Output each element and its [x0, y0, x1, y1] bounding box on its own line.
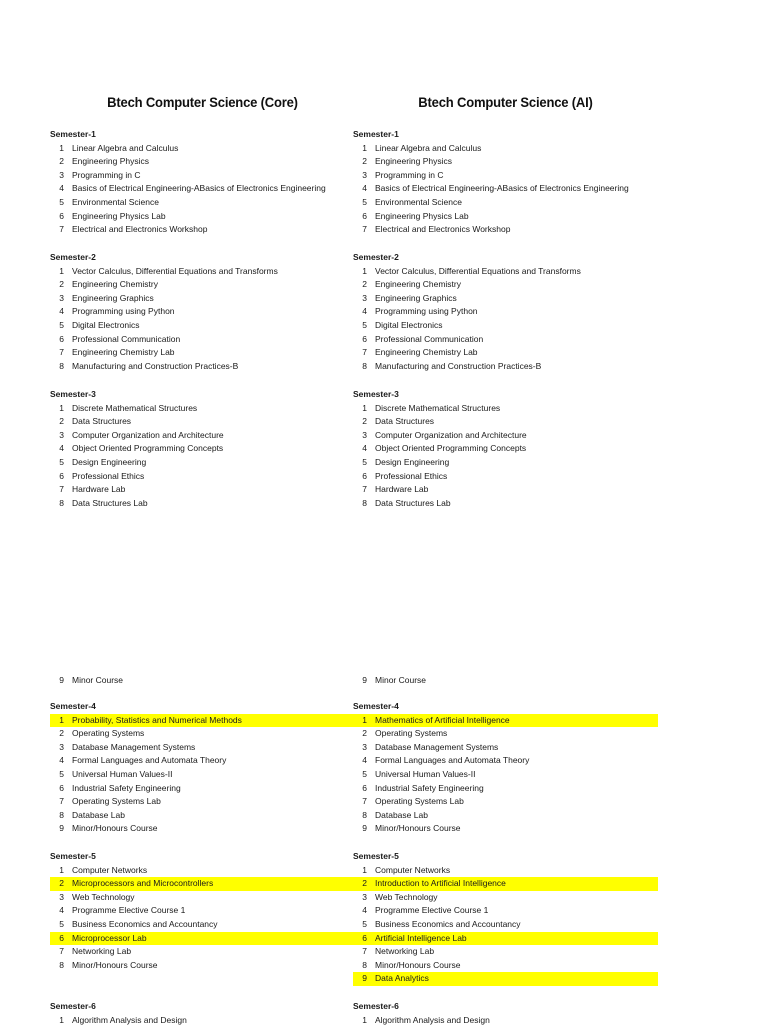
course-name: Engineering Graphics — [375, 292, 457, 303]
course-name: Hardware Lab — [375, 484, 429, 495]
course-name: Algorithm Analysis and Design — [375, 1014, 490, 1025]
course-row — [50, 346, 355, 360]
semester-block — [50, 388, 355, 510]
course-row — [353, 402, 658, 416]
course-number: 9 — [362, 973, 367, 984]
course-number: 3 — [362, 891, 367, 902]
course-number: 2 — [59, 878, 64, 889]
course-name: Professional Ethics — [375, 470, 448, 481]
course-name: Database Lab — [375, 809, 428, 820]
semester-title: Semester-5 — [353, 851, 399, 861]
course-number: 8 — [59, 959, 64, 970]
course-row-highlighted — [353, 714, 658, 728]
course-number: 6 — [362, 333, 367, 344]
ai-column-title: Btech Computer Science (AI) — [418, 94, 593, 110]
course-row — [353, 442, 658, 456]
course-row — [50, 959, 355, 973]
course-name: Linear Algebra and Calculus — [375, 142, 482, 153]
course-number: 8 — [362, 497, 367, 508]
course-number: 2 — [362, 728, 367, 739]
semester-title: Semester-3 — [50, 389, 96, 399]
course-name: Minor Course — [72, 675, 124, 685]
course-number: 9 — [59, 823, 64, 834]
course-row — [353, 265, 658, 279]
course-name: Engineering Chemistry Lab — [72, 347, 175, 358]
course-number: 3 — [362, 429, 367, 440]
course-row — [353, 864, 658, 878]
course-name: Universal Human Values-II — [375, 768, 476, 779]
course-name: Engineering Physics Lab — [72, 210, 166, 221]
course-number: 1 — [59, 864, 64, 875]
course-number: 6 — [59, 470, 64, 481]
course-name: Computer Organization and Architecture — [72, 429, 224, 440]
course-row — [50, 945, 355, 959]
course-number: 6 — [59, 932, 64, 943]
course-name: Programming in C — [72, 169, 141, 180]
course-number: 7 — [362, 224, 367, 235]
course-number: 1 — [362, 142, 367, 153]
course-row — [50, 142, 355, 156]
course-row — [353, 727, 658, 741]
course-number: 1 — [59, 1014, 64, 1025]
course-name: Linear Algebra and Calculus — [72, 142, 179, 153]
course-row — [353, 292, 658, 306]
course-row — [353, 415, 658, 429]
semester-block — [353, 388, 658, 510]
course-number: 6 — [362, 470, 367, 481]
course-row — [50, 333, 355, 347]
course-row — [353, 822, 658, 836]
course-name: Data Analytics — [375, 973, 429, 984]
course-number: 2 — [59, 416, 64, 427]
course-name: Vector Calculus, Differential Equations and Transforms — [375, 265, 581, 276]
course-row — [50, 497, 355, 511]
course-row — [353, 223, 658, 237]
course-name: Manufacturing and Construction Practices-B — [72, 360, 239, 371]
course-name: Database Lab — [72, 809, 125, 820]
course-number: 5 — [362, 319, 367, 330]
course-name: Minor/Honours Course — [375, 959, 461, 970]
course-name: Design Engineering — [72, 456, 147, 467]
course-number: 1 — [59, 265, 64, 276]
semester-block — [353, 251, 658, 373]
course-name: Formal Languages and Automata Theory — [375, 755, 530, 766]
continued-course-block — [50, 674, 355, 688]
course-number: 5 — [59, 196, 64, 207]
course-name: Discrete Mathematical Structures — [375, 402, 501, 413]
course-row — [50, 754, 355, 768]
course-row — [353, 155, 658, 169]
course-number: 7 — [362, 796, 367, 807]
course-number: 4 — [362, 905, 367, 916]
course-row — [50, 483, 355, 497]
semester-title: Semester-2 — [50, 252, 96, 262]
course-row — [353, 182, 658, 196]
course-number: 3 — [59, 891, 64, 902]
course-row — [50, 305, 355, 319]
course-row — [353, 768, 658, 782]
course-name: Basics of Electrical Engineering-ABasics of Electronics Engineering — [72, 183, 326, 194]
course-number: 7 — [362, 347, 367, 358]
course-row — [50, 782, 355, 796]
semester-block — [50, 251, 355, 373]
course-row — [353, 319, 658, 333]
course-row — [50, 265, 355, 279]
course-row-highlighted — [353, 877, 658, 891]
course-name: Programming using Python — [72, 306, 175, 317]
course-name: Database Management Systems — [72, 741, 196, 752]
course-row — [50, 319, 355, 333]
course-name: Engineering Chemistry Lab — [375, 347, 478, 358]
course-row — [50, 223, 355, 237]
course-name: Discrete Mathematical Structures — [72, 402, 198, 413]
course-number: 4 — [59, 443, 64, 454]
semester-block — [50, 128, 355, 237]
course-number: 6 — [362, 210, 367, 221]
course-number: 6 — [362, 782, 367, 793]
course-name: Vector Calculus, Differential Equations and Transforms — [72, 265, 278, 276]
course-number: 1 — [59, 402, 64, 413]
course-name: Computer Networks — [375, 864, 451, 875]
course-row — [353, 674, 658, 688]
course-number: 9 — [362, 675, 367, 685]
course-number: 6 — [362, 932, 367, 943]
course-name: Minor Course — [375, 675, 427, 685]
course-row — [353, 754, 658, 768]
course-row — [353, 795, 658, 809]
course-name: Probability, Statistics and Numerical Methods — [72, 714, 242, 725]
course-row-highlighted — [50, 877, 355, 891]
course-number: 1 — [59, 142, 64, 153]
course-number: 3 — [59, 292, 64, 303]
course-name: Engineering Graphics — [72, 292, 154, 303]
course-name: Database Management Systems — [375, 741, 499, 752]
course-name: Computer Networks — [72, 864, 148, 875]
course-number: 7 — [59, 224, 64, 235]
course-number: 4 — [362, 755, 367, 766]
course-name: Engineering Chemistry — [375, 279, 461, 290]
course-number: 1 — [59, 714, 64, 725]
course-name: Algorithm Analysis and Design — [72, 1014, 187, 1025]
course-name: Minor/Honours Course — [72, 823, 158, 834]
course-row-highlighted — [353, 932, 658, 946]
semester-block — [353, 850, 658, 986]
semester-title: Semester-1 — [353, 129, 399, 139]
course-row — [353, 470, 658, 484]
course-name: Operating Systems Lab — [375, 796, 464, 807]
course-name: Industrial Safety Engineering — [375, 782, 484, 793]
semester-title: Semester-2 — [353, 252, 399, 262]
course-number: 2 — [59, 279, 64, 290]
course-number: 8 — [59, 360, 64, 371]
course-name: Business Economics and Accountancy — [375, 918, 521, 929]
course-row — [50, 1014, 355, 1027]
course-name: Engineering Physics Lab — [375, 210, 469, 221]
course-row — [353, 497, 658, 511]
semester-block — [50, 700, 355, 836]
course-name: Industrial Safety Engineering — [72, 782, 181, 793]
course-name: Formal Languages and Automata Theory — [72, 755, 227, 766]
course-name: Business Economics and Accountancy — [72, 918, 218, 929]
course-row — [353, 305, 658, 319]
semester-title: Semester-3 — [353, 389, 399, 399]
course-name: Operating Systems — [375, 728, 448, 739]
course-name: Manufacturing and Construction Practices-B — [375, 360, 542, 371]
course-row — [353, 959, 658, 973]
course-number: 7 — [362, 946, 367, 957]
course-row — [50, 169, 355, 183]
course-name: Artificial Intelligence Lab — [375, 932, 467, 943]
course-number: 7 — [362, 484, 367, 495]
course-row — [50, 155, 355, 169]
course-name: Web Technology — [375, 891, 438, 902]
course-row — [50, 918, 355, 932]
course-number: 7 — [59, 484, 64, 495]
course-name: Operating Systems — [72, 728, 145, 739]
course-row — [353, 333, 658, 347]
course-number: 8 — [59, 497, 64, 508]
semester-block — [353, 128, 658, 237]
course-row — [353, 741, 658, 755]
course-row — [353, 782, 658, 796]
course-row — [353, 429, 658, 443]
semester-title: Semester-4 — [50, 701, 96, 711]
course-row — [353, 918, 658, 932]
course-row — [50, 360, 355, 374]
course-row — [353, 196, 658, 210]
course-number: 2 — [362, 416, 367, 427]
course-name: Basics of Electrical Engineering-ABasics of Electronics Engineering — [375, 183, 629, 194]
course-name: Microprocessor Lab — [72, 932, 147, 943]
course-row — [50, 210, 355, 224]
course-number: 5 — [362, 456, 367, 467]
course-name: Mathematics of Artificial Intelligence — [375, 714, 510, 725]
course-number: 2 — [362, 878, 367, 889]
course-row — [353, 904, 658, 918]
course-number: 9 — [362, 823, 367, 834]
course-name: Minor/Honours Course — [72, 959, 158, 970]
course-number: 8 — [59, 809, 64, 820]
course-row — [353, 945, 658, 959]
course-name: Engineering Chemistry — [72, 279, 158, 290]
course-name: Environmental Science — [72, 196, 159, 207]
semester-title: Semester-4 — [353, 701, 399, 711]
course-row — [50, 768, 355, 782]
course-number: 5 — [362, 918, 367, 929]
course-row — [50, 196, 355, 210]
course-number: 2 — [59, 728, 64, 739]
course-name: Introduction to Artificial Intelligence — [375, 878, 506, 889]
course-name: Programming using Python — [375, 306, 478, 317]
course-row — [353, 346, 658, 360]
core-column-title: Btech Computer Science (Core) — [107, 94, 298, 110]
course-number: 5 — [59, 768, 64, 779]
course-row — [50, 292, 355, 306]
course-name: Professional Ethics — [72, 470, 145, 481]
course-name: Universal Human Values-II — [72, 768, 173, 779]
course-row — [353, 169, 658, 183]
course-number: 9 — [59, 675, 64, 685]
course-name: Microprocessors and Microcontrollers — [72, 878, 214, 889]
course-row — [50, 402, 355, 416]
course-row — [353, 456, 658, 470]
course-name: Data Structures — [375, 416, 435, 427]
course-name: Data Structures — [72, 416, 132, 427]
course-row — [50, 278, 355, 292]
course-number: 2 — [362, 279, 367, 290]
semester-block — [353, 700, 658, 836]
course-name: Design Engineering — [375, 456, 450, 467]
course-number: 8 — [362, 809, 367, 820]
course-number: 5 — [362, 768, 367, 779]
course-name: Engineering Physics — [375, 156, 453, 167]
semester-title: Semester-6 — [353, 1001, 399, 1011]
course-number: 4 — [59, 905, 64, 916]
course-number: 3 — [59, 741, 64, 752]
course-row — [50, 470, 355, 484]
course-number: 3 — [362, 292, 367, 303]
semester-block — [50, 850, 355, 972]
course-number: 6 — [59, 333, 64, 344]
course-name: Professional Communication — [375, 333, 484, 344]
course-number: 4 — [362, 183, 367, 194]
course-row — [353, 809, 658, 823]
course-number: 3 — [59, 429, 64, 440]
course-number: 1 — [362, 1014, 367, 1025]
course-name: Engineering Physics — [72, 156, 150, 167]
course-row — [353, 360, 658, 374]
course-number: 2 — [59, 156, 64, 167]
course-number: 4 — [362, 306, 367, 317]
course-row — [50, 415, 355, 429]
course-number: 4 — [59, 755, 64, 766]
semester-title: Semester-6 — [50, 1001, 96, 1011]
semester-block — [353, 1000, 658, 1027]
course-name: Data Structures Lab — [375, 497, 451, 508]
course-number: 5 — [362, 196, 367, 207]
course-number: 4 — [59, 306, 64, 317]
semester-title: Semester-1 — [50, 129, 96, 139]
course-name: Digital Electronics — [375, 319, 443, 330]
course-row — [50, 904, 355, 918]
course-row — [353, 483, 658, 497]
course-name: Electrical and Electronics Workshop — [72, 224, 208, 235]
course-name: Hardware Lab — [72, 484, 126, 495]
course-name: Object Oriented Programming Concepts — [72, 443, 224, 454]
course-number: 2 — [362, 156, 367, 167]
course-number: 4 — [362, 443, 367, 454]
course-number: 1 — [362, 265, 367, 276]
course-name: Data Structures Lab — [72, 497, 148, 508]
course-row — [50, 822, 355, 836]
course-row-highlighted — [50, 714, 355, 728]
course-name: Programming in C — [375, 169, 444, 180]
course-name: Networking Lab — [72, 946, 132, 957]
course-number: 4 — [59, 183, 64, 194]
semester-title: Semester-5 — [50, 851, 96, 861]
course-number: 6 — [59, 210, 64, 221]
course-name: Environmental Science — [375, 196, 462, 207]
course-row — [50, 442, 355, 456]
course-name: Minor/Honours Course — [375, 823, 461, 834]
course-number: 1 — [362, 402, 367, 413]
course-number: 5 — [59, 918, 64, 929]
course-number: 1 — [362, 714, 367, 725]
course-number: 6 — [59, 782, 64, 793]
course-row — [50, 809, 355, 823]
course-row — [50, 741, 355, 755]
course-row — [353, 142, 658, 156]
course-number: 7 — [59, 347, 64, 358]
course-row — [50, 727, 355, 741]
course-row — [50, 182, 355, 196]
course-number: 8 — [362, 959, 367, 970]
course-row — [50, 429, 355, 443]
course-number: 3 — [362, 741, 367, 752]
course-row — [353, 210, 658, 224]
course-number: 3 — [59, 169, 64, 180]
course-row — [50, 795, 355, 809]
course-name: Operating Systems Lab — [72, 796, 161, 807]
course-row — [353, 278, 658, 292]
semester-block — [50, 1000, 355, 1027]
course-name: Electrical and Electronics Workshop — [375, 224, 511, 235]
course-number: 3 — [362, 169, 367, 180]
course-name: Programme Elective Course 1 — [375, 905, 489, 916]
course-name: Networking Lab — [375, 946, 435, 957]
course-number: 8 — [362, 360, 367, 371]
course-row-highlighted — [50, 932, 355, 946]
course-row — [353, 891, 658, 905]
course-row-highlighted — [353, 972, 658, 986]
course-name: Programme Elective Course 1 — [72, 905, 186, 916]
course-row — [50, 674, 355, 688]
course-row — [50, 891, 355, 905]
course-number: 7 — [59, 946, 64, 957]
course-name: Web Technology — [72, 891, 135, 902]
course-number: 7 — [59, 796, 64, 807]
course-name: Professional Communication — [72, 333, 181, 344]
course-name: Digital Electronics — [72, 319, 140, 330]
course-row — [353, 1014, 658, 1027]
course-name: Computer Organization and Architecture — [375, 429, 527, 440]
course-row — [50, 864, 355, 878]
course-number: 5 — [59, 319, 64, 330]
course-number: 5 — [59, 456, 64, 467]
continued-course-block — [353, 674, 658, 688]
course-name: Object Oriented Programming Concepts — [375, 443, 527, 454]
course-number: 1 — [362, 864, 367, 875]
course-row — [50, 456, 355, 470]
